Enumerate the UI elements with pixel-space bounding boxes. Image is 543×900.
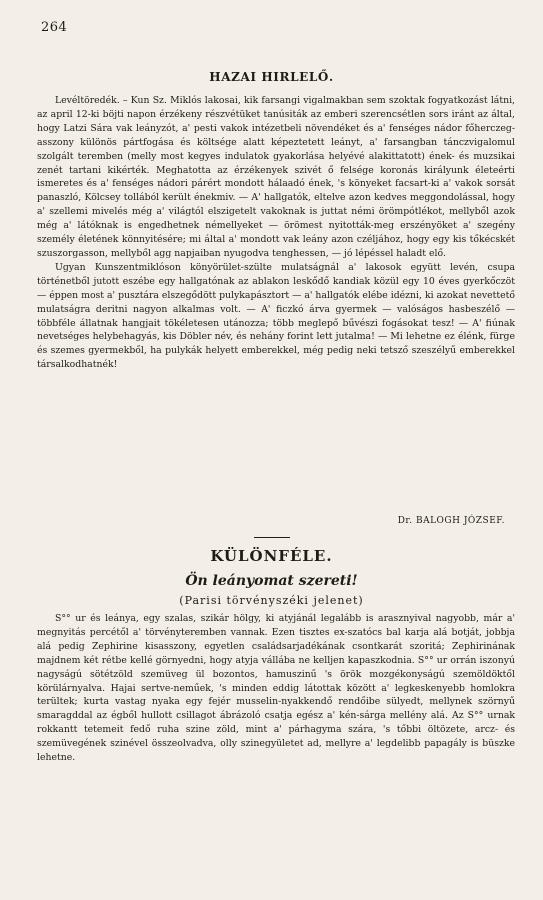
author-signature: Dr. BALOGH JÓZSEF. [397,516,505,526]
article-subtitle: (Parisi törvényszéki jelenet) [179,594,364,607]
section-title-kulonfele: KÜLÖNFÉLE. [210,547,333,565]
article-body [37,612,515,765]
paragraph: S°° ur és leánya, egy szalas, szikár hölgy, ki atyjánál legalább is arasznyival nagyobb, már a' megnyitás percétől a' törvényteremben vannak. Ezen tisztes ex-szatócs bal karja alá botját, jobbja alá pedig Zephirine kisasszony, egyetlen családsarjadékának csontkarát szoritá; Zephirinának majdnem két rétbe kellé görnyedni, hogy atyja vállába ne kelljen kapaszkodnia. S°° ur orrán iszonyú nagyságú sötétzöld szemüveg ül bozontos, hamuszinű 's örök mozgékonyságú szemöldöktől körülárnyalva. Hajai sertve-neműek, 's minden eddig látottak között a' legkeskenyebb homlokra terültek; kurta vastag nyaka egy fejér musselin-nyakkendő rendőibe sülyedt, mellynek szörnyű smaragddal az égből hullott csillagot ábrázoló csatja egész a' kén-sárga mellény alá. Az S°° urnak rokkantt tetemeit fedő ruha szine zöld, mint a' párhagyma szára, 's tőbbi öltözete, arcz- és szemüvegének szinével összeolvadva, olly szinegyületet ad, mellyre a' legdelibb papagály is büszke lehetne. [37,613,515,764]
page-number: 264 [41,20,68,35]
section-title-hazai-hirlelo: HAZAI HIRLELŐ. [209,70,334,84]
section-divider [254,537,290,538]
article-title: Ön leányomat szereti! [185,573,358,589]
paragraph: Levéltöredék. – Kun Sz. Miklós lakosai, kik farsangi vigalmakban sem szoktak fogyatkozást látni, az april 12-ki böjti napon érzékeny részvétüket tanúsiták az emberi szerencsétlen sors iránt az által, hogy Latzi Sára vak leányzót, a' pesti vakok intézetbeli növendéket és a' fenséges nádor főherczeg-asszony különös pártfogása és költsége alatt képeztetett leányt, a' farsangban tánczvigalomul szolgált teremben (melly most kegyes indulatok gyakorlása helyévé alakittatott) ének- és muzsikai zenét tartani kikérték. Meghatotta az érzékenyek szivét ő felsége koronás királyunk életeérti ismeretes és a' fenséges nádori párért mondott hálaadó ének, 's könyeket facsart-ki a' vakok sorsát panaszló, Kölcsey tollából került énekmiv. — A' hallgatók, eltelve azon kedves meggondolással, hogy a' szellemi mivelés még a' világtól elszigetelt vakoknak is juttat némi örömpótlékot, mellyből azok még a' látóknak is engedhetnek némellyeket — örömest nyitották-meg erszényöket a' szegény személy életének könnyitésére; mi által a' mondott vak leány azon czéljához, hogy egy kis tőkécskét szuszorgasson, mellyből agg napjaiban nyugodva tenghessen, — jó lépéssel haladt elő. [37,95,515,259]
section-body-hazai-hirlelo [37,94,515,372]
paragraph: Ugyan Kunszentmiklóson könyörület-szülte mulatságnál a' lakosok együtt levén, csupa történetből jutott eszébe egy hallgatónak az ablakon leskődő kandiak közül egy 10 éves gyerkőczöt — éppen most a' pusztára elszegődött pulykapásztort — a' hallgatók elébe idézni, ki azokat nevettető mulatságra deritni nagyon alkalmas volt. — A' ficzkó árva gyermek — valóságos hasbeszélő — többféle állatnak hangjait tökéletesen utánozza; több meglepő bűvészi fogásokat tesz! — A' fiúnak nevetséges helybehagyás, kis Döbler név, és nehány forint lett jutalma! — Mi lehetne ez élénk, fürge és szemes gyermekből, ha pulykák helyett emberekkel, még pedig neki tetsző szeszélyű emberekkel társalkodhatnék! [37,261,515,371]
